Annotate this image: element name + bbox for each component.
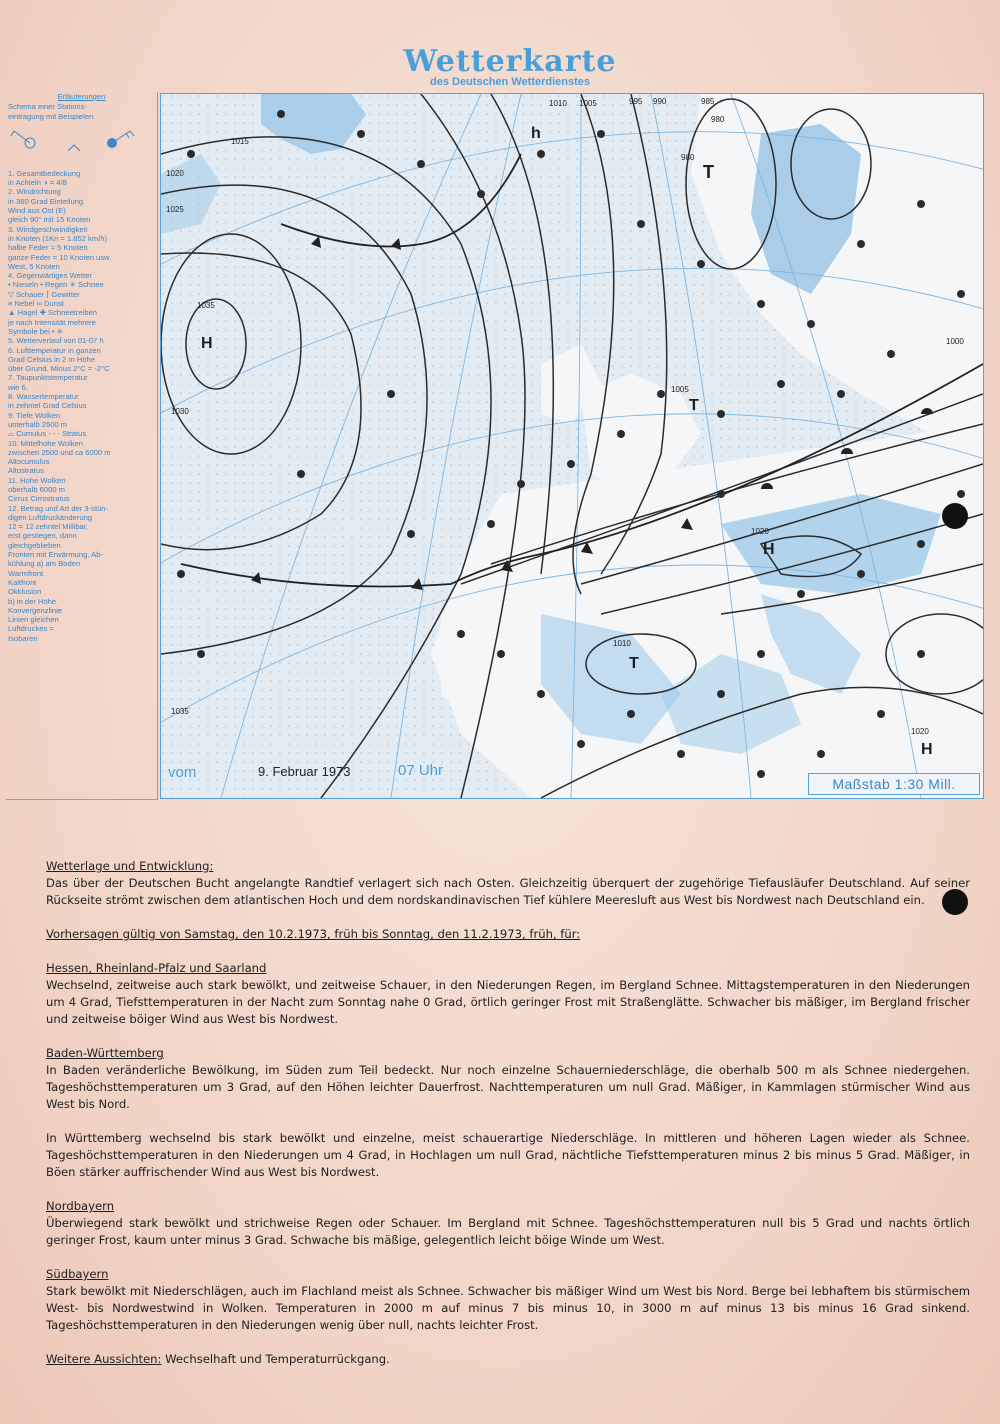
page-title: Wetterkarte (403, 44, 617, 79)
region-paragraph: Überwiegend stark bewölkt und strichweise Regen oder Schauer. Im Bergland mit Schnee. Tageshöchsttemperaturen null bis 5 Grad und nachts örtlich geringer Frost, kaum unter minus 3 Grad. Schwache bis mäßige, gelegentlich leicht böige Winde um West. (46, 1216, 970, 1247)
weather-map-svg (161, 94, 983, 798)
punch-hole (942, 503, 968, 529)
isobar-label: 985 (701, 97, 715, 106)
weather-body: Das über der Deutschen Bucht angelangte Randtief verlagert sich nach Osten. Gleichzeitig überquert der zugehörige Tiefausläufer Deutschland. Auf seiner Rückseite strömt zwischen dem atlantischen Hoch und dem nordskandinavischen Tief kühlere Meeresluft aus West bis Nordwest nach Deutschland ein. (46, 876, 970, 907)
legend-title: Erläuterungen (57, 92, 106, 101)
station-schema-diagram (8, 123, 155, 167)
legend-item: 10. Mittelhohe Wolken zwischen 2500 und ca 6000 m Altocumulus Altostratus (8, 438, 111, 476)
outlook-heading: Weitere Aussichten: (46, 1352, 162, 1366)
pressure-center-value: 980 (681, 153, 695, 162)
isobar-label: 1010 (549, 99, 567, 108)
forecast-text (46, 858, 970, 1368)
pressure-center-value: 1035 (197, 301, 215, 310)
legend-item: 2. Windrichtung in 360 Grad Einteilung Wind aus Ost (E) gleich 90° mit 15 Knoten (8, 187, 91, 225)
isobar-label: 1000 (946, 337, 964, 346)
weather-map (160, 93, 984, 799)
weather-heading: Wetterlage und Entwicklung: (46, 859, 214, 873)
map-date: 9. Februar 1973 (258, 764, 351, 779)
isobar-label: 1025 (166, 205, 184, 214)
isobar-label: 995 (629, 97, 643, 106)
legend-item: 6. Lufttemperatur in ganzen Grad Celsius in 2 m Höhe über Grund. Minus 2°C = -2°C (8, 345, 110, 374)
pressure-center-label: H (201, 335, 213, 352)
isobar-label: 980 (711, 115, 725, 124)
legend-item: 11. Hohe Wolken oberhalb 6000 m Cirrus Cirrostratus (8, 475, 70, 504)
legend-item: Schema einer Stations- eintragung mit Beispielen (8, 102, 94, 121)
legend-panel (6, 92, 158, 800)
legend-item: Konvergenzlinie Linien gleichen Luftdruckes = Isobaren (8, 605, 63, 643)
legend-item: 9. Tiefe Wolken unterhalb 2500 m ⌓ Cumulus - - - Stratus (8, 410, 87, 439)
legend-item: 12. Betrag und Art der 3-stün- digen Luftdruckänderung (8, 503, 109, 522)
outlook-body: Wechselhaft und Temperaturrückgang. (165, 1352, 390, 1366)
pressure-center-value: 1010 (613, 639, 631, 648)
region-paragraph: In Württemberg wechselnd bis stark bewölkt und einzelne, meist schauerartige Niederschläge. In mittleren und höheren Lagen wieder als Schnee. Tageshöchsttemperaturen in den Niederungen um 4 Grad, in Hochlagen um null Grad, nächtliche Tiefsttemperaturen minus 2 bis minus 5 Grad. Mäßiger, in Böen stärker auffrischender Wind aus West bis Nordwest. (46, 1131, 970, 1179)
pressure-center-label: H (921, 741, 933, 758)
pressure-center-value: 1005 (671, 385, 689, 394)
isobar-label: 990 (653, 97, 667, 106)
region-heading: Südbayern (46, 1267, 109, 1281)
legend-item: 1. Gesamtbedeckung in Achteln ◑ = 4/8 (8, 168, 81, 188)
pressure-center-value: 1020 (751, 527, 769, 536)
isobar-label: 1020 (166, 169, 184, 178)
legend-item: 4. Gegenwärtiges Wetter • Nieseln • Regen ✳ Schnee ▽ Schauer ⌈ Gewitter ≡ Nebel ∞ Dunst ▲ Hagel ✚ Schneetreiben je nach Intensität mehrere Symbole bei • ✳ (8, 271, 104, 336)
map-time: 07 Uhr (398, 762, 444, 779)
outlook-line (46, 1351, 970, 1368)
legend-item: 5. Wetterverlauf von 01-07 h (8, 336, 104, 346)
region-paragraph: Wechselnd, zeitweise auch stark bewölkt, und zeitweise Schauer, in den Niederungen Regen, im Bergland Schnee. Mittagstemperaturen in den Niederungen um 4 Grad, Tiefsttemperaturen in der Nacht zum Sonntag nahe 0 Grad, örtlich geringer Frost mit Straßenglätte. Schwacher bis mäßiger, im Bergland frischer und zeitweise böiger Wind aus West bis Nordwest. (46, 978, 970, 1026)
isobar-label: 1005 (579, 99, 597, 108)
forecast-heading: Vorhersagen gültig von Samstag, den 10.2.1973, früh bis Sonntag, den 11.2.1973, früh, für: (46, 927, 581, 941)
legend-item: 3. Windgeschwindigkeit in Knoten (1Kn = 1.852 km/h) halbe Feder = 5 Knoten ganze Feder = 10 Knoten usw. West, 5 Knoten (8, 224, 112, 271)
map-scale: Maßstab 1:30 Mill. (808, 773, 980, 795)
region-paragraph: Stark bewölkt mit Niederschlägen, auch im Flachland meist als Schnee. Schwacher bis mäßiger Wind um West bis Nord. Berge bei lebhaftem bis stürmischem West- bis Nordwestwind in Wolken. Temperaturen in 2000 m auf minus 7 bis minus 10, in 3000 m auf minus 13 bis minus 16 Grad sinkend. Tageshöchsttemperaturen in den Niederungen wenig über null, nachts leichter Frost. (46, 1284, 970, 1332)
pressure-center-label: h (531, 125, 541, 142)
page-subtitle: des Deutschen Wetterdienstes (430, 76, 590, 88)
pressure-center-label: T (703, 162, 714, 182)
legend-item: 12 = 12 zehntel Millibar, erst gestiegen, dann gleichgeblieben (8, 522, 88, 550)
map-date-prefix: vom (168, 764, 197, 781)
legend-item: 7. Taupunktstemperatur wie 6. (8, 373, 88, 392)
pressure-center-label: H (763, 541, 775, 558)
region-paragraph: In Baden veränderliche Bewölkung, im Süden zum Teil bedeckt. Nur noch einzelne Schauerniederschläge, die oberhalb 500 m als Schnee niedergehen. Tageshöchsttemperaturen um 3 Grad, auf den Höhen leichter Dauerfrost. Nachttemperaturen um null Grad. Mäßiger, in Kammlagen stürmischer Wind aus West bis Nord. (46, 1063, 970, 1111)
pressure-center-label: T (689, 397, 699, 414)
pressure-center-label: T (629, 655, 639, 672)
pressure-center-value: 1020 (911, 727, 929, 736)
isobar-label: 1015 (231, 137, 249, 146)
region-heading: Hessen, Rheinland-Pfalz und Saarland (46, 961, 267, 975)
region-heading: Baden-Württemberg (46, 1046, 164, 1060)
isobar-label: 1030 (171, 407, 189, 416)
legend-item: Fronten mit Erwärmung, Ab- kühlung a) am Boden Warmfront Kaltfront Okklusion b) in der Höhe (8, 550, 103, 606)
title-block (380, 46, 640, 88)
region-heading: Nordbayern (46, 1199, 115, 1213)
isobar-label: 1035 (171, 707, 189, 716)
legend-item: 8. Wassertemperatur in zehntel Grad Celsius (8, 392, 87, 411)
